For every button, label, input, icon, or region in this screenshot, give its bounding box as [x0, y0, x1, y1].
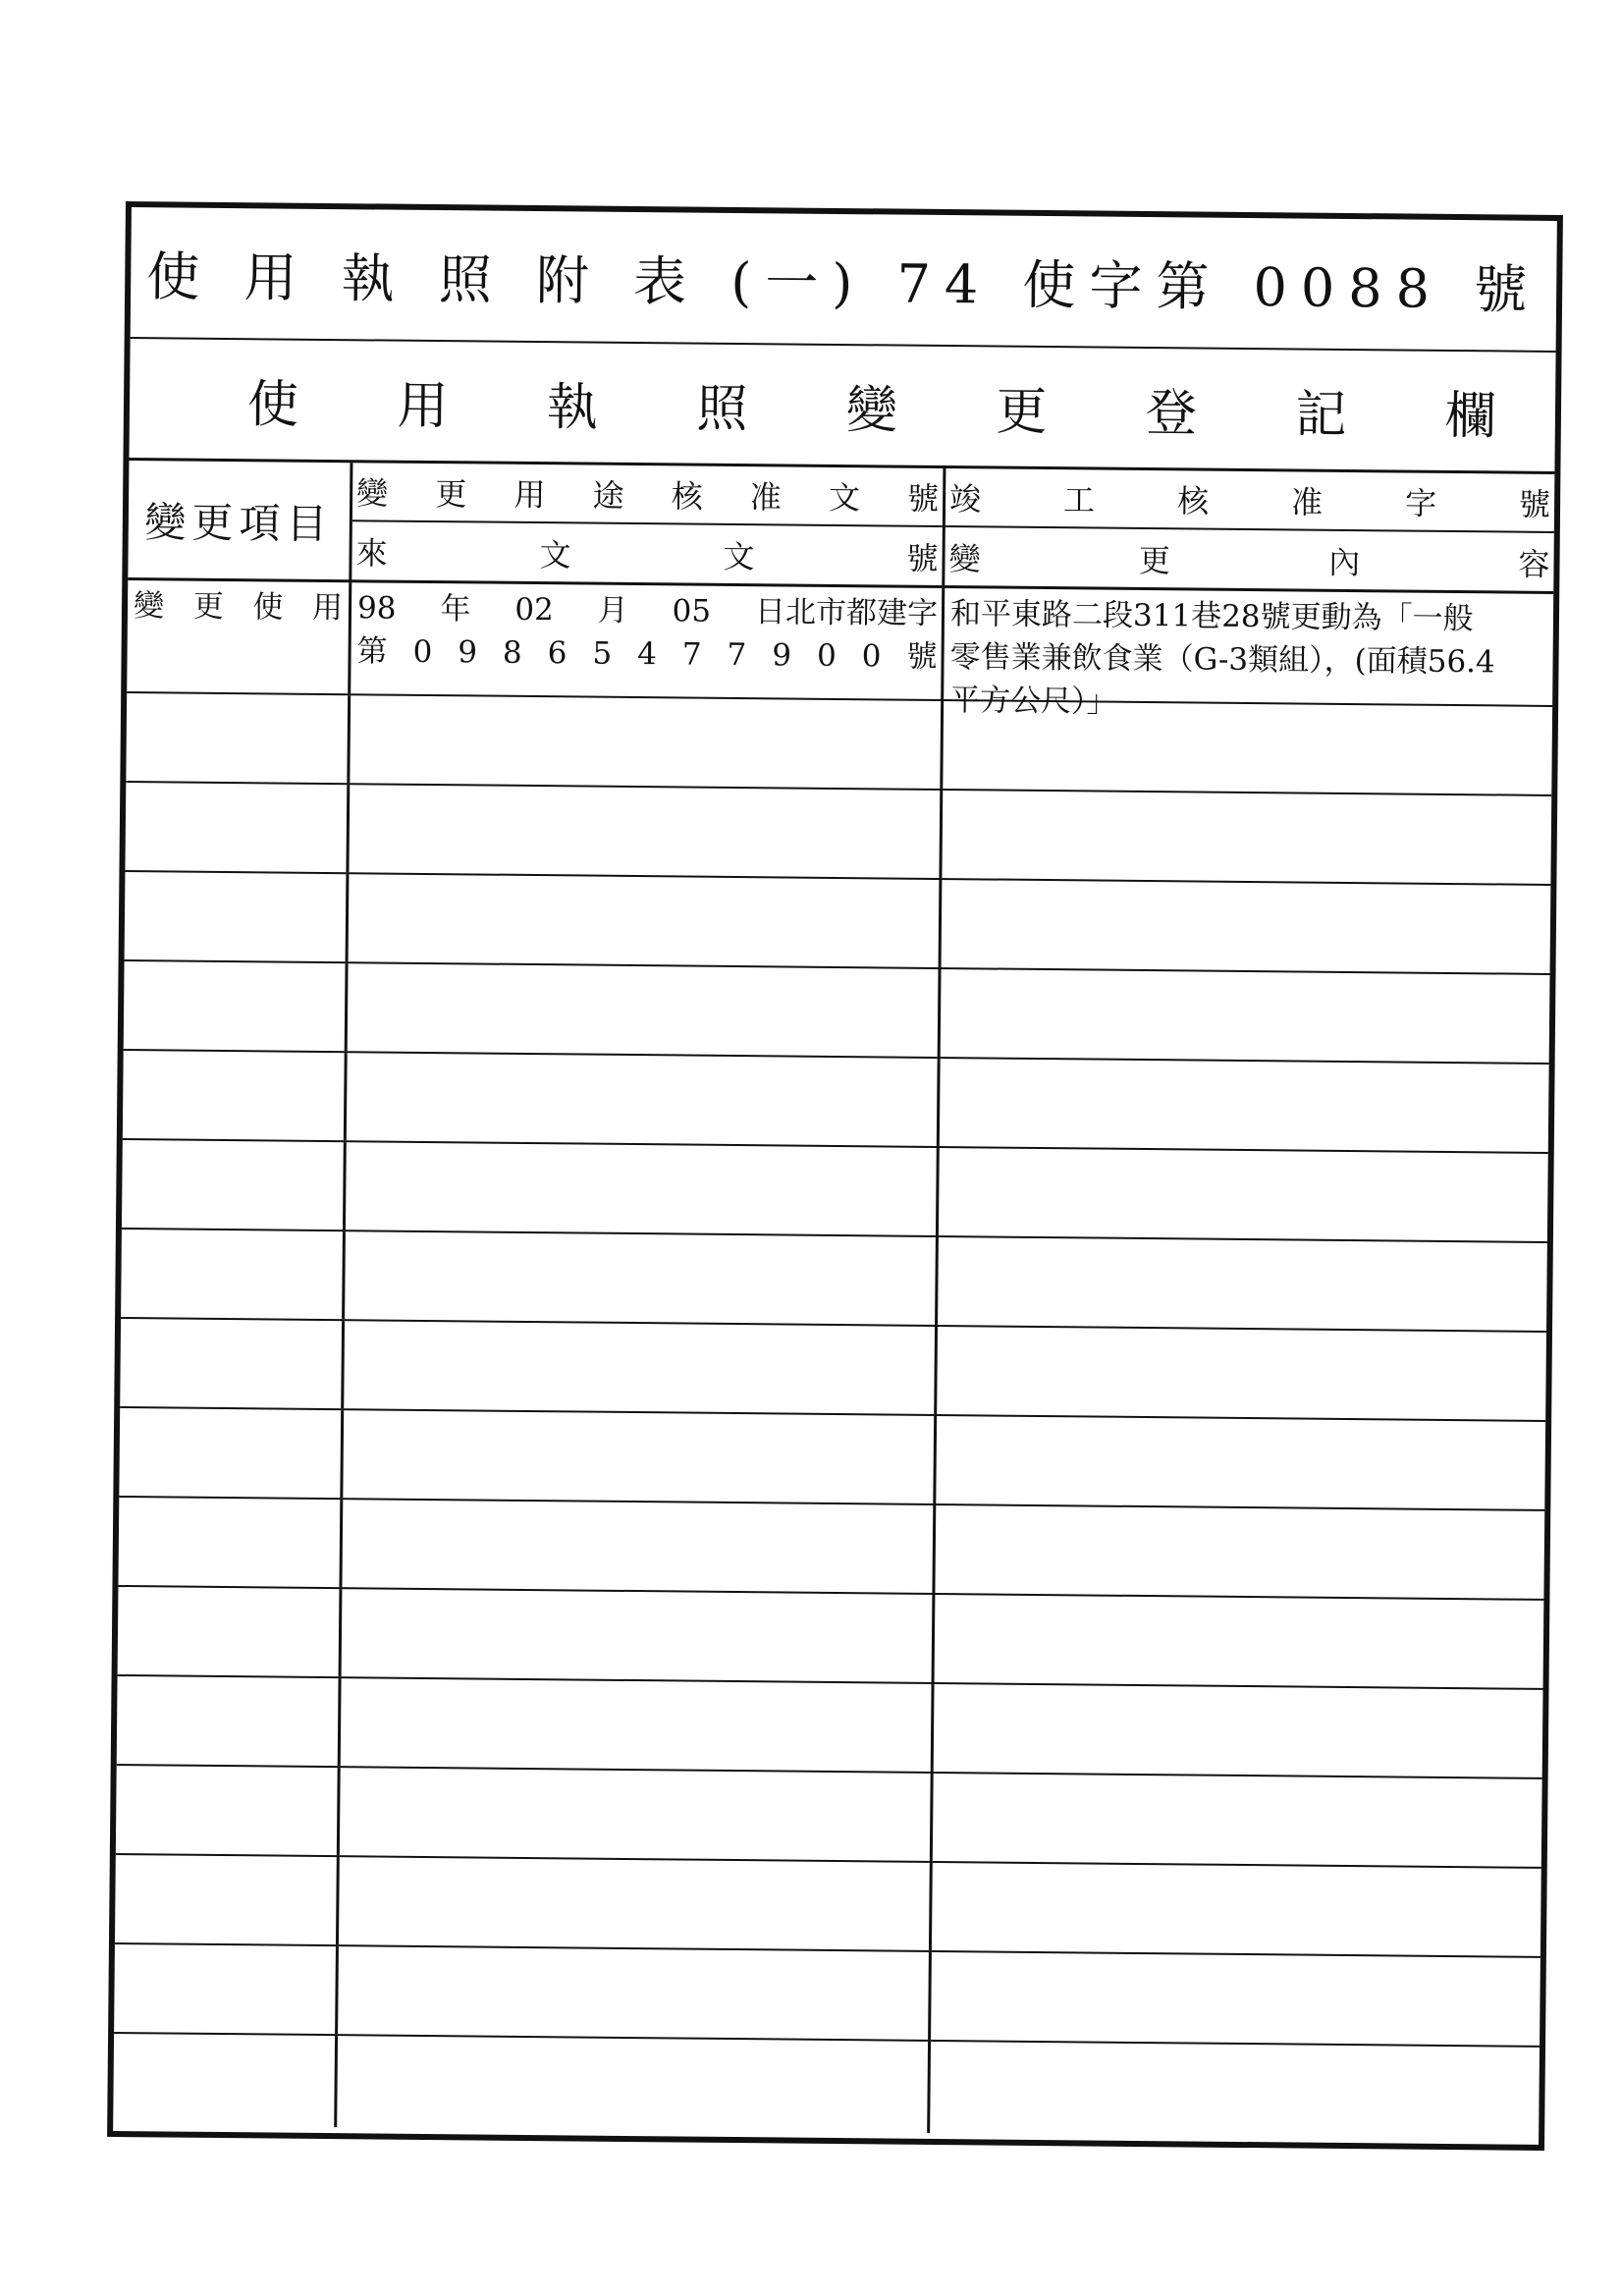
entry-char: 4	[637, 636, 658, 673]
header-document-column	[351, 463, 946, 588]
header-char: 變	[355, 474, 389, 513]
empty-cell	[348, 963, 942, 1057]
header-char: 號	[1518, 485, 1551, 523]
entry-char: 5	[592, 635, 613, 672]
empty-cell	[118, 1498, 343, 1587]
entry-char: 98	[356, 590, 397, 627]
table-row	[118, 1498, 1544, 1601]
empty-cell	[931, 1952, 1540, 2046]
subtitle-char: 變	[845, 381, 898, 441]
entry-char: 0	[412, 633, 433, 671]
empty-cell	[347, 1053, 941, 1146]
entry-char: 號	[906, 638, 938, 675]
header-change-content	[945, 527, 1554, 592]
empty-cell	[121, 1230, 346, 1319]
header-incoming-document	[351, 521, 943, 586]
table-row	[116, 1766, 1542, 1869]
header-char: 文	[723, 537, 755, 576]
empty-cell	[932, 1863, 1541, 1956]
empty-cell	[942, 880, 1551, 973]
entry-char: 7	[727, 636, 747, 674]
empty-cell	[346, 1142, 940, 1235]
empty-cell	[116, 1766, 341, 1855]
empty-cell	[943, 701, 1552, 794]
header-char: 內	[1328, 543, 1361, 582]
entry-char: 02	[514, 591, 554, 629]
table-row	[122, 1140, 1548, 1243]
empty-cell	[941, 969, 1550, 1063]
empty-cell	[934, 1684, 1543, 1777]
table-row	[126, 693, 1552, 796]
subtitle-char: 記	[1295, 385, 1347, 445]
entry-char: 用	[311, 589, 344, 627]
header-char: 竣	[948, 480, 982, 519]
empty-cell	[939, 1148, 1548, 1241]
empty-cell	[344, 1321, 938, 1414]
entry-char: 年	[440, 591, 471, 628]
subtitle-char: 使	[246, 375, 299, 435]
header-completion-number	[946, 468, 1555, 533]
header-char: 用	[513, 475, 546, 515]
table-row	[123, 1051, 1549, 1154]
form-title: 使 用 執 照 附 表 (一) 74 使字第 0088 號	[145, 245, 1541, 321]
subtitle-char: 用	[397, 376, 449, 437]
header-char: 更	[1138, 541, 1171, 580]
entry-char: 9	[772, 637, 792, 674]
table-row	[125, 872, 1551, 975]
entry-document-cell	[351, 582, 945, 699]
table-row	[117, 1676, 1543, 1779]
empty-cell	[935, 1595, 1544, 1688]
empty-cell	[942, 791, 1551, 884]
table-row	[119, 1408, 1545, 1511]
table-row	[114, 1944, 1540, 2048]
form-title-row	[131, 207, 1557, 353]
header-char: 准	[749, 478, 783, 517]
empty-cell	[349, 785, 943, 878]
entry-content-line: 平方公尺）」	[948, 683, 1117, 720]
empty-cell	[340, 1768, 934, 1861]
empty-cell	[117, 1676, 342, 1766]
subtitle-char: 欄	[1444, 386, 1497, 447]
table-row	[121, 1230, 1547, 1333]
header-char: 途	[592, 476, 624, 515]
entry-document-line-2	[351, 629, 941, 679]
entry-content-cell	[944, 588, 1553, 720]
subtitle-char: 更	[996, 382, 1048, 443]
table-row	[118, 1587, 1544, 1690]
header-char: 核	[1176, 482, 1210, 520]
entry-char: 0	[816, 637, 837, 674]
empty-cell	[119, 1408, 344, 1498]
entry-item-cell	[127, 580, 351, 693]
table-row	[127, 580, 1553, 720]
header-char: 來	[355, 534, 388, 573]
table-row	[120, 1319, 1546, 1422]
entry-char: 8	[502, 634, 522, 671]
subtitle-char: 登	[1145, 383, 1198, 444]
entry-char: 變	[133, 588, 165, 625]
empty-cell	[113, 2034, 338, 2127]
empty-cell	[124, 961, 349, 1051]
entry-char: 日北市都建字	[754, 594, 939, 631]
entry-char: 0	[861, 638, 882, 675]
license-form	[107, 201, 1563, 2151]
header-approval-number	[352, 463, 944, 527]
empty-cell	[345, 1231, 939, 1325]
header-char: 准	[1290, 483, 1324, 521]
table-row	[125, 783, 1551, 886]
header-content-column	[945, 468, 1554, 594]
table-row	[113, 2034, 1540, 2139]
empty-cell	[341, 1678, 935, 1772]
entry-content-line: 零售業兼飲食業（G-3類組），(面積56.4	[949, 639, 1495, 681]
empty-cell	[930, 2042, 1540, 2139]
header-char: 號	[906, 479, 940, 518]
subtitle-char: 照	[696, 379, 748, 440]
empty-cell	[940, 1059, 1549, 1152]
registration-rows	[113, 580, 1553, 2145]
empty-cell	[342, 1589, 936, 1682]
header-change-item	[128, 461, 352, 582]
entry-document-line-1	[351, 582, 942, 635]
entry-char: 更	[192, 588, 224, 625]
empty-cell	[125, 872, 350, 961]
table-row	[115, 1855, 1541, 1958]
empty-cell	[937, 1327, 1546, 1420]
header-char: 變	[948, 540, 981, 578]
entry-char: 第	[356, 633, 388, 670]
header-char: 更	[435, 475, 467, 514]
header-char: 字	[1404, 484, 1437, 522]
header-char: 號	[906, 539, 939, 577]
empty-cell	[120, 1319, 345, 1408]
empty-cell	[118, 1587, 343, 1676]
empty-cell	[349, 874, 943, 967]
table-row	[124, 961, 1550, 1065]
entry-char: 月	[597, 592, 628, 629]
empty-cell	[122, 1140, 347, 1230]
empty-cell	[114, 1944, 339, 2034]
subtitle-char: 執	[546, 378, 599, 438]
header-char: 文	[828, 478, 861, 518]
empty-cell	[339, 1857, 933, 1950]
empty-cell	[936, 1416, 1545, 1509]
empty-cell	[123, 1051, 348, 1140]
header-char: 核	[671, 477, 703, 516]
empty-cell	[343, 1410, 937, 1503]
empty-cell	[935, 1505, 1544, 1599]
header-char: 容	[1518, 545, 1550, 583]
empty-cell	[342, 1500, 936, 1593]
header-char: 工	[1062, 481, 1096, 519]
empty-cell	[938, 1237, 1547, 1331]
empty-cell	[125, 783, 350, 872]
entry-char: 7	[681, 636, 702, 673]
header-char: 文	[539, 536, 571, 574]
form-subtitle-row	[129, 339, 1555, 474]
entry-char: 6	[547, 635, 567, 672]
header-change-item-label: 變更項目	[144, 497, 334, 548]
empty-cell	[933, 1774, 1542, 1867]
empty-cell	[350, 695, 944, 789]
empty-cell	[337, 2036, 931, 2133]
empty-cell	[338, 1946, 932, 2040]
empty-cell	[126, 693, 351, 783]
entry-item	[128, 580, 349, 629]
empty-cell	[115, 1855, 340, 1944]
entry-char: 9	[458, 634, 478, 671]
entry-char: 05	[672, 593, 712, 629]
entry-char: 使	[252, 589, 284, 626]
entry-content-line: 和平東路二段311巷28號更動為「一般	[949, 596, 1474, 637]
